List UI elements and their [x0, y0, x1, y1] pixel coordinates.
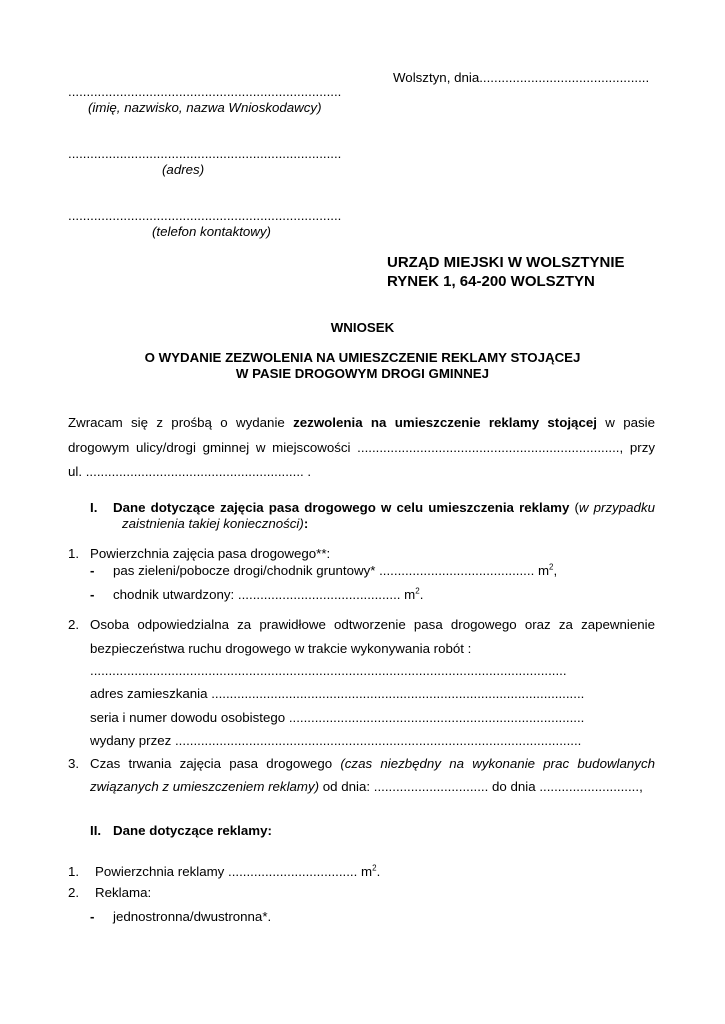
item-3-line-2: związanych z umieszczeniem reklamy) od dnia: ............................... do dnia ...........................,: [90, 779, 643, 794]
applicant-dots: ..........................................................................: [68, 84, 342, 99]
item-2-line-2: bezpieczeństwa ruchu drogowego w trakcie wykonywania robót :: [90, 641, 472, 656]
document-subtitle-1: O WYDANIE ZEZWOLENIA NA UMIESZCZENIE REKLAMY STOJĄCEJ: [144, 350, 581, 365]
ad-item-1-number: 1.: [68, 864, 80, 879]
item-2-number: 2.: [68, 617, 80, 632]
ad-item-2-sides: jednostronna/dwustronna*.: [113, 909, 272, 924]
ad-item-2-label: Reklama:: [95, 885, 152, 900]
ad-item-2-dash: -: [90, 909, 95, 924]
item-1-dash-1: -: [90, 563, 95, 578]
item-3-line-1: Czas trwania zajęcia pasa drogowego (czas niezbędny na wykonanie prac budowlanych: [90, 756, 655, 771]
item-2-line-1: Osoba odpowiedzialna za prawidłowe odtworzenie pasa drogowego oraz za zapewnienie: [90, 617, 655, 632]
intro-line-3: ul. ........................................................... .: [68, 464, 312, 479]
address-label: (adres): [162, 162, 205, 177]
phone-label: (telefon kontaktowy): [152, 224, 271, 239]
item-2-issued-by: wydany przez ..............................................................................................................: [90, 733, 582, 748]
item-2-address: adres zamieszkania .....................................................................................................: [90, 686, 585, 701]
ad-item-1-area: Powierzchnia reklamy ................................... $m^2$.: [95, 863, 381, 879]
item-1-text: Powierzchnia zajęcia pasa drogowego**:: [90, 546, 331, 561]
item-1-dash-2: -: [90, 587, 95, 602]
item-1-number: 1.: [68, 546, 80, 561]
place-date: Wolsztyn, dnia..............................................: [393, 70, 650, 85]
section-2-heading: Dane dotyczące reklamy:: [113, 823, 272, 838]
ad-item-2-number: 2.: [68, 885, 80, 900]
item-2-id-number: seria i numer dowodu osobistego ................................................................................: [90, 710, 585, 725]
document-subtitle-2: W PASIE DROGOWYM DROGI GMINNEJ: [235, 366, 490, 381]
item-3-number: 3.: [68, 756, 80, 771]
recipient-line-1: URZĄD MIEJSKI W WOLSZTYNIE: [387, 254, 625, 271]
applicant-label: (imię, nazwisko, nazwa Wnioskodawcy): [88, 100, 322, 115]
recipient-line-2: RYNEK 1, 64-200 WOLSZTYN: [387, 273, 595, 290]
section-2-number: II.: [90, 823, 102, 838]
document-title: WNIOSEK: [330, 320, 395, 335]
section-1-heading-line-2: zaistnienia takiej konieczności):: [122, 516, 309, 531]
item-1-paved-sidewalk: chodnik utwardzony: ............................................ $m^2$.: [113, 586, 424, 602]
intro-line-2: drogowym ulicy/drogi gminnej w miejscowości ......................................................................., przy: [68, 440, 655, 455]
section-1-heading: Dane dotyczące zajęcia pasa drogowego w celu umieszczenia reklamy (w przypadku: [113, 500, 656, 515]
address-dots: ..........................................................................: [68, 146, 342, 161]
phone-dots: ..........................................................................: [68, 208, 342, 223]
item-2-name-dots: .................................................................................................................................: [90, 663, 567, 678]
item-1-green-belt: pas zieleni/pobocze drogi/chodnik gruntowy* .......................................... $m^2$,: [113, 562, 558, 578]
intro-line-1: Zwracam się z prośbą o wydanie zezwolenia na umieszczenie reklamy stojącej w pasie: [68, 415, 655, 430]
section-1-number: I.: [90, 500, 98, 515]
